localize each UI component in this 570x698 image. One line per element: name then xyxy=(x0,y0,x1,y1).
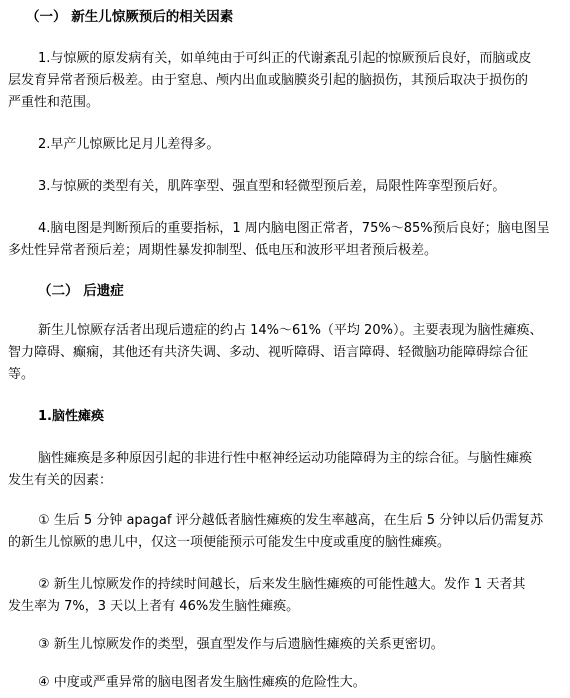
text-line: 的新生儿惊厥的患儿中，仅这一项便能预示可能发生中度或重度的脑性瘫痪。 xyxy=(8,535,451,550)
text-line: 发生有关的因素： xyxy=(8,473,113,488)
text-line: ① 生后 5 分钟 apagaf 评分越低者脑性瘫痪的发生率越高，在生后 5 分钟以后仍需复苏 xyxy=(38,513,544,528)
text-line: 4.脑电图是判断预后的重要指标，1 周内脑电图正常者，75%～85%预后良好；脑电图呈 xyxy=(38,221,550,236)
text-line: 等。 xyxy=(8,367,35,382)
list-item-eeg-risk: ④ 中度或严重异常的脑电图者发生脑性瘫痪的危险性大。 xyxy=(38,675,366,690)
text-line: 层发育异常者预后极差。由于窒息、颅内出血或脑膜炎引起的脑损伤，其预后取决于损伤的 xyxy=(8,73,529,88)
text-line: 严重性和范围。 xyxy=(8,95,100,110)
subheading-cerebral-palsy: 1.脑性瘫痪 xyxy=(38,409,104,424)
text-line: ② 新生儿惊厥发作的持续时间越长，后来发生脑性瘫痪的可能性越大。发作 1 天者其 xyxy=(38,577,526,592)
text-line: 1.与惊厥的原发病有关，如单纯由于可纠正的代谢紊乱引起的惊厥预后良好，而脑或皮 xyxy=(38,51,532,66)
text-line: 智力障碍、癫痫，其他还有共济失调、多动、视听障碍、语言障碍、轻微脑功能障碍综合征 xyxy=(8,345,529,360)
list-item-type: ③ 新生儿惊厥发作的类型，强直型发作与后遗脑性瘫痪的关系更密切。 xyxy=(38,637,444,652)
paragraph-premature: 2.早产儿惊厥比足月儿差得多。 xyxy=(38,137,220,152)
text-line: 多灶性异常者预后差；周期性暴发抑制型、低电压和波形平坦者预后极差。 xyxy=(8,243,438,258)
section-heading-sequelae: （二） 后遗症 xyxy=(38,283,124,299)
paragraph-seizure-type: 3.与惊厥的类型有关，肌阵挛型、强直型和轻微型预后差，局限性阵挛型预后好。 xyxy=(38,179,506,194)
text-line: 新生儿惊厥存活者出现后遗症的约占 14%～61%（平均 20%）。主要表现为脑性瘫痪、 xyxy=(38,323,543,338)
text-line: 发生率为 7%，3 天以上者有 46%发生脑性瘫痪。 xyxy=(8,599,300,614)
section-heading-prognosis: （一） 新生儿惊厥预后的相关因素 xyxy=(26,9,234,25)
text-line: 脑性瘫痪是多种原因引起的非进行性中枢神经运动功能障碍为主的综合征。与脑性瘫痪 xyxy=(38,451,533,466)
